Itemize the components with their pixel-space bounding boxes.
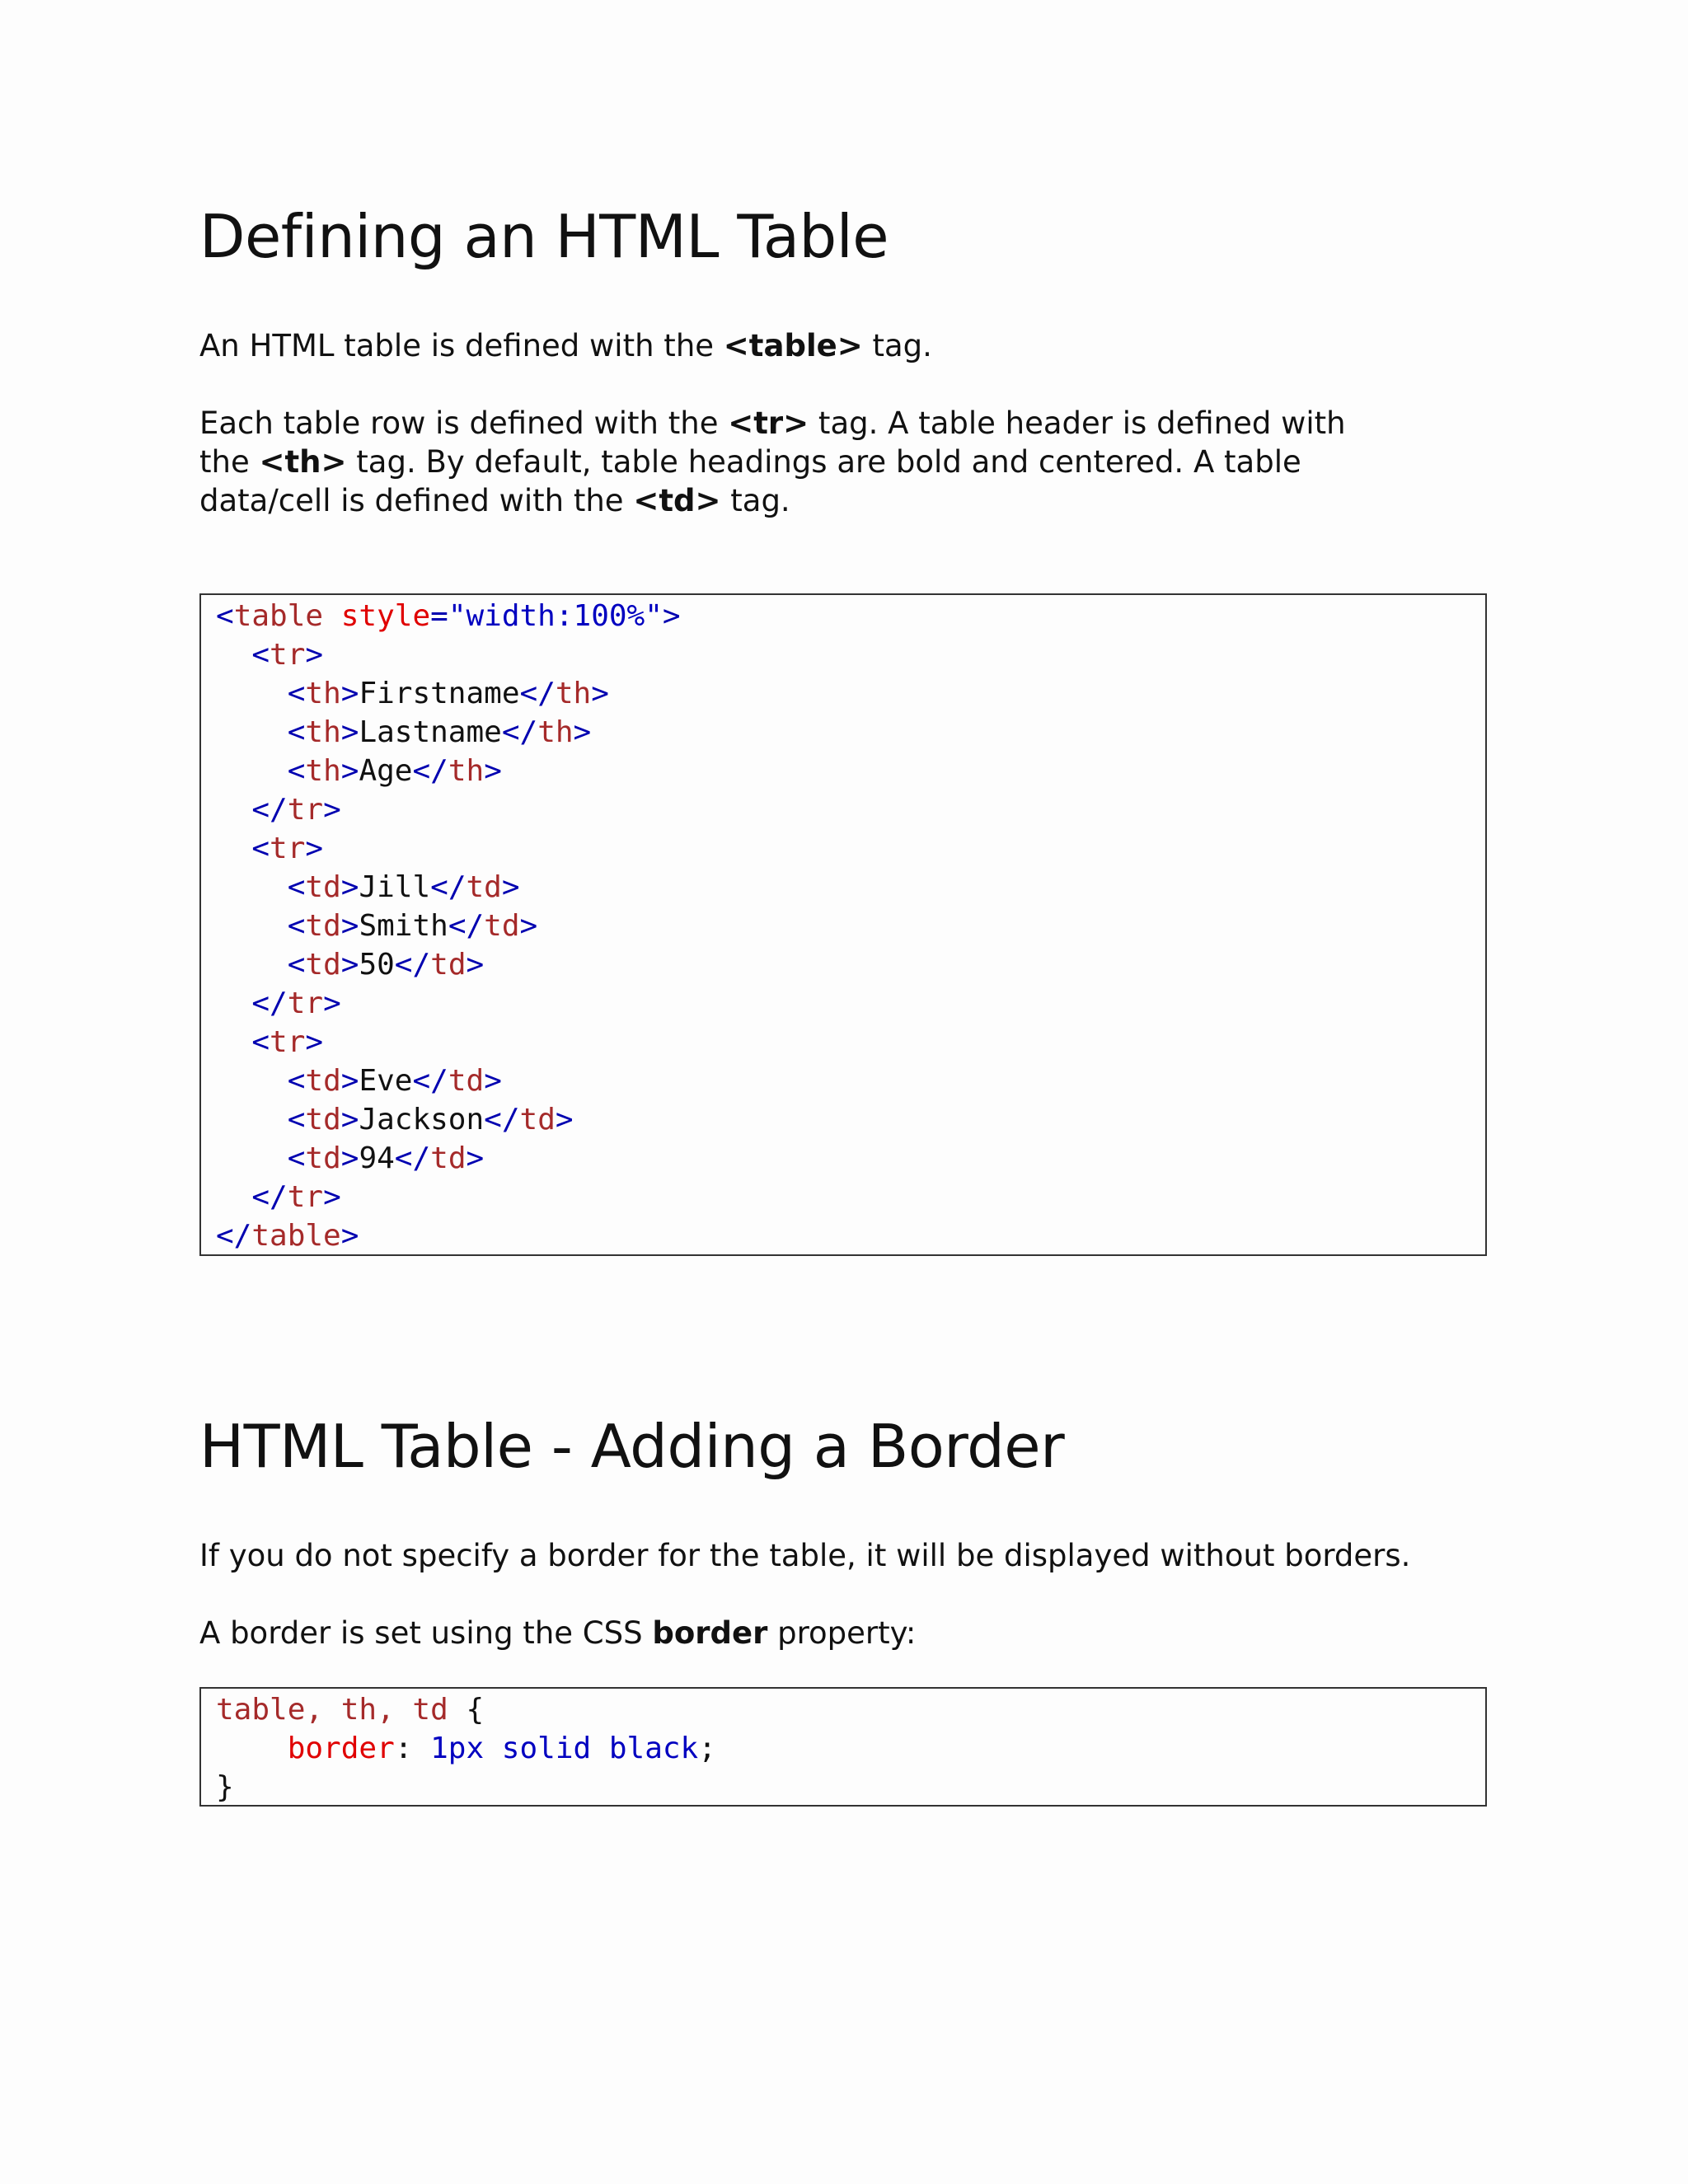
code-token-punct: >: [340, 948, 359, 982]
code-token-punct: >: [484, 754, 502, 788]
code-token-punct: >: [519, 909, 538, 943]
code-token-punct: </: [430, 870, 467, 904]
code-token-tag: tr: [287, 1180, 324, 1214]
code-token-punct: >: [305, 638, 324, 672]
code-token-tag: td: [484, 909, 520, 943]
code-token-cssval: 1px solid black: [430, 1732, 699, 1765]
code-token-tag: td: [305, 909, 341, 943]
code-token-tag: td: [519, 1103, 556, 1137]
code-token-tag: th: [448, 754, 485, 788]
code-token-text: Jackson: [359, 1103, 485, 1137]
code-token-text: [323, 599, 341, 633]
code-token-punct: </: [394, 1141, 431, 1175]
code-token-punct: >: [323, 987, 341, 1020]
code-token-tag: th: [305, 754, 341, 788]
code-token-punct: >: [323, 1180, 341, 1214]
code-token-punct: </: [216, 1219, 252, 1253]
code-token-attr: style: [340, 599, 431, 633]
code-token-val: "width:100%": [448, 599, 663, 633]
para2-line1-after: tag. A table header is defined with: [809, 405, 1346, 441]
code-token-punct: <: [287, 1103, 306, 1137]
code-token-tag: tr: [270, 832, 306, 865]
code-token-text: 94: [359, 1141, 395, 1175]
html-code-example: [199, 593, 1487, 1256]
code-token-prop: border: [287, 1732, 395, 1765]
code-token-punct: >: [340, 1141, 359, 1175]
html-code-line: [216, 790, 1485, 829]
code-token-tag: table: [251, 1219, 341, 1253]
code-token-tag: tr: [287, 987, 324, 1020]
css-border-after: property:: [767, 1615, 917, 1651]
no-border-paragraph: If you do not specify a border for the table, it will be displayed without borders.: [199, 1538, 1411, 1573]
code-token-tag: th: [305, 677, 341, 710]
code-token-punct: </: [394, 948, 431, 982]
code-token-text: Lastname: [359, 715, 502, 749]
code-token-tag: table: [233, 599, 324, 633]
section-heading-defining-table: Defining an HTML Table: [199, 202, 889, 271]
code-token-punct: </: [412, 1064, 448, 1098]
code-token-tag: th: [537, 715, 574, 749]
code-token-punct: <: [287, 1141, 306, 1175]
code-token-punct: >: [340, 870, 359, 904]
code-token-punct: <: [287, 909, 306, 943]
code-token-punct: >: [340, 677, 359, 710]
code-token-text: Age: [359, 754, 413, 788]
css-code-line: [216, 1690, 1485, 1729]
css-code-line: [216, 1768, 1485, 1807]
code-token-tag: td: [466, 870, 502, 904]
intro-text-before: An HTML table is defined with the: [199, 328, 724, 363]
para2-line3-after: tag.: [720, 483, 790, 518]
para2-tag-th: <th>: [259, 444, 347, 480]
para2-line3: [199, 483, 790, 518]
code-token-tag: td: [305, 1064, 341, 1098]
code-token-punct: </: [412, 754, 448, 788]
html-code-line: [216, 597, 1485, 635]
code-token-punct: >: [466, 948, 485, 982]
code-token-punct: </: [448, 909, 485, 943]
code-token-punct: >: [340, 754, 359, 788]
code-token-tag: tr: [270, 1025, 306, 1059]
code-token-text: Eve: [359, 1064, 413, 1098]
code-token-punct: </: [251, 987, 288, 1020]
code-token-punct: <: [287, 715, 306, 749]
code-token-text: }: [216, 1770, 234, 1804]
code-token-punct: >: [591, 677, 609, 710]
html-code-line: [216, 984, 1485, 1023]
para2-line2-after: tag. By default, table headings are bold and centered. A table: [346, 444, 1301, 480]
code-token-tag: td: [430, 948, 467, 982]
css-border-before: A border is set using the CSS: [199, 1615, 653, 1651]
code-token-punct: </: [484, 1103, 520, 1137]
html-code-line: [216, 868, 1485, 907]
code-token-punct: >: [466, 1141, 485, 1175]
code-token-punct: >: [305, 832, 324, 865]
code-token-tag: th: [305, 715, 341, 749]
section-heading-adding-border: HTML Table - Adding a Border: [199, 1412, 1065, 1481]
html-code-line: [216, 1062, 1485, 1100]
code-token-tag: td: [448, 1064, 485, 1098]
code-token-tag: td: [305, 870, 341, 904]
css-border-paragraph: [199, 1614, 916, 1652]
code-token-punct: >: [340, 909, 359, 943]
html-code-line: [216, 713, 1485, 752]
code-token-punct: >: [340, 1219, 359, 1253]
html-code-line: [216, 1216, 1485, 1255]
code-token-tag: th: [555, 677, 592, 710]
code-token-punct: <: [251, 832, 270, 865]
html-code-line: [216, 674, 1485, 713]
code-token-text: 50: [359, 948, 395, 982]
code-token-punct: >: [340, 715, 359, 749]
code-token-punct: </: [251, 793, 288, 827]
code-token-sel: table, th, td: [216, 1693, 448, 1727]
code-token-punct: <: [251, 638, 270, 672]
code-token-text: Firstname: [359, 677, 520, 710]
para2-line1-before: Each table row is defined with the: [199, 405, 729, 441]
html-code-line: [216, 1178, 1485, 1216]
code-token-punct: >: [340, 1064, 359, 1098]
para2-line3-before: data/cell is defined with the: [199, 483, 634, 518]
code-token-punct: >: [340, 1103, 359, 1137]
code-token-tag: td: [430, 1141, 467, 1175]
code-token-tag: tr: [270, 638, 306, 672]
code-token-text: {: [448, 1693, 485, 1727]
code-token-punct: <: [216, 599, 234, 633]
html-code-line: [216, 907, 1485, 945]
code-token-punct: >: [501, 870, 520, 904]
code-token-tag: td: [305, 948, 341, 982]
code-token-tag: td: [305, 1103, 341, 1137]
code-token-punct: </: [501, 715, 538, 749]
code-token-punct: >: [573, 715, 592, 749]
intro-tag-table: <table>: [723, 328, 863, 363]
para2-line2: [199, 444, 1301, 480]
html-code-line: [216, 1023, 1485, 1062]
code-token-text: :: [394, 1732, 431, 1765]
code-token-text: Jill: [359, 870, 431, 904]
row-header-cell-paragraph: [199, 404, 1346, 520]
html-code-line: [216, 945, 1485, 984]
para2-tag-td: <td>: [633, 483, 721, 518]
code-token-punct: >: [323, 793, 341, 827]
code-token-punct: </: [251, 1180, 288, 1214]
code-token-punct: <: [251, 1025, 270, 1059]
code-token-punct: =: [430, 599, 448, 633]
code-token-punct: </: [519, 677, 556, 710]
html-code-line: [216, 635, 1485, 674]
css-code-line: [216, 1729, 1485, 1768]
intro-paragraph: [199, 326, 932, 365]
code-token-punct: <: [287, 754, 306, 788]
code-token-punct: <: [287, 948, 306, 982]
para2-tag-tr: <tr>: [728, 405, 809, 441]
code-token-punct: <: [287, 870, 306, 904]
code-token-tag: tr: [287, 793, 324, 827]
code-token-punct: >: [662, 599, 681, 633]
para2-line1: [199, 405, 1346, 441]
css-code-example: [199, 1687, 1487, 1807]
html-code-line: [216, 1100, 1485, 1139]
html-code-line: [216, 829, 1485, 868]
intro-text-after: tag.: [862, 328, 932, 363]
code-token-text: Smith: [359, 909, 448, 943]
code-token-punct: <: [287, 677, 306, 710]
code-token-punct: >: [305, 1025, 324, 1059]
html-code-line: [216, 1139, 1485, 1178]
code-token-tag: td: [305, 1141, 341, 1175]
css-border-bold: border: [652, 1615, 768, 1651]
code-token-punct: >: [484, 1064, 502, 1098]
html-code-line: [216, 752, 1485, 790]
code-token-punct: >: [555, 1103, 574, 1137]
code-token-text: ;: [698, 1732, 716, 1765]
para2-line2-before: the: [199, 444, 260, 480]
code-token-punct: <: [287, 1064, 306, 1098]
